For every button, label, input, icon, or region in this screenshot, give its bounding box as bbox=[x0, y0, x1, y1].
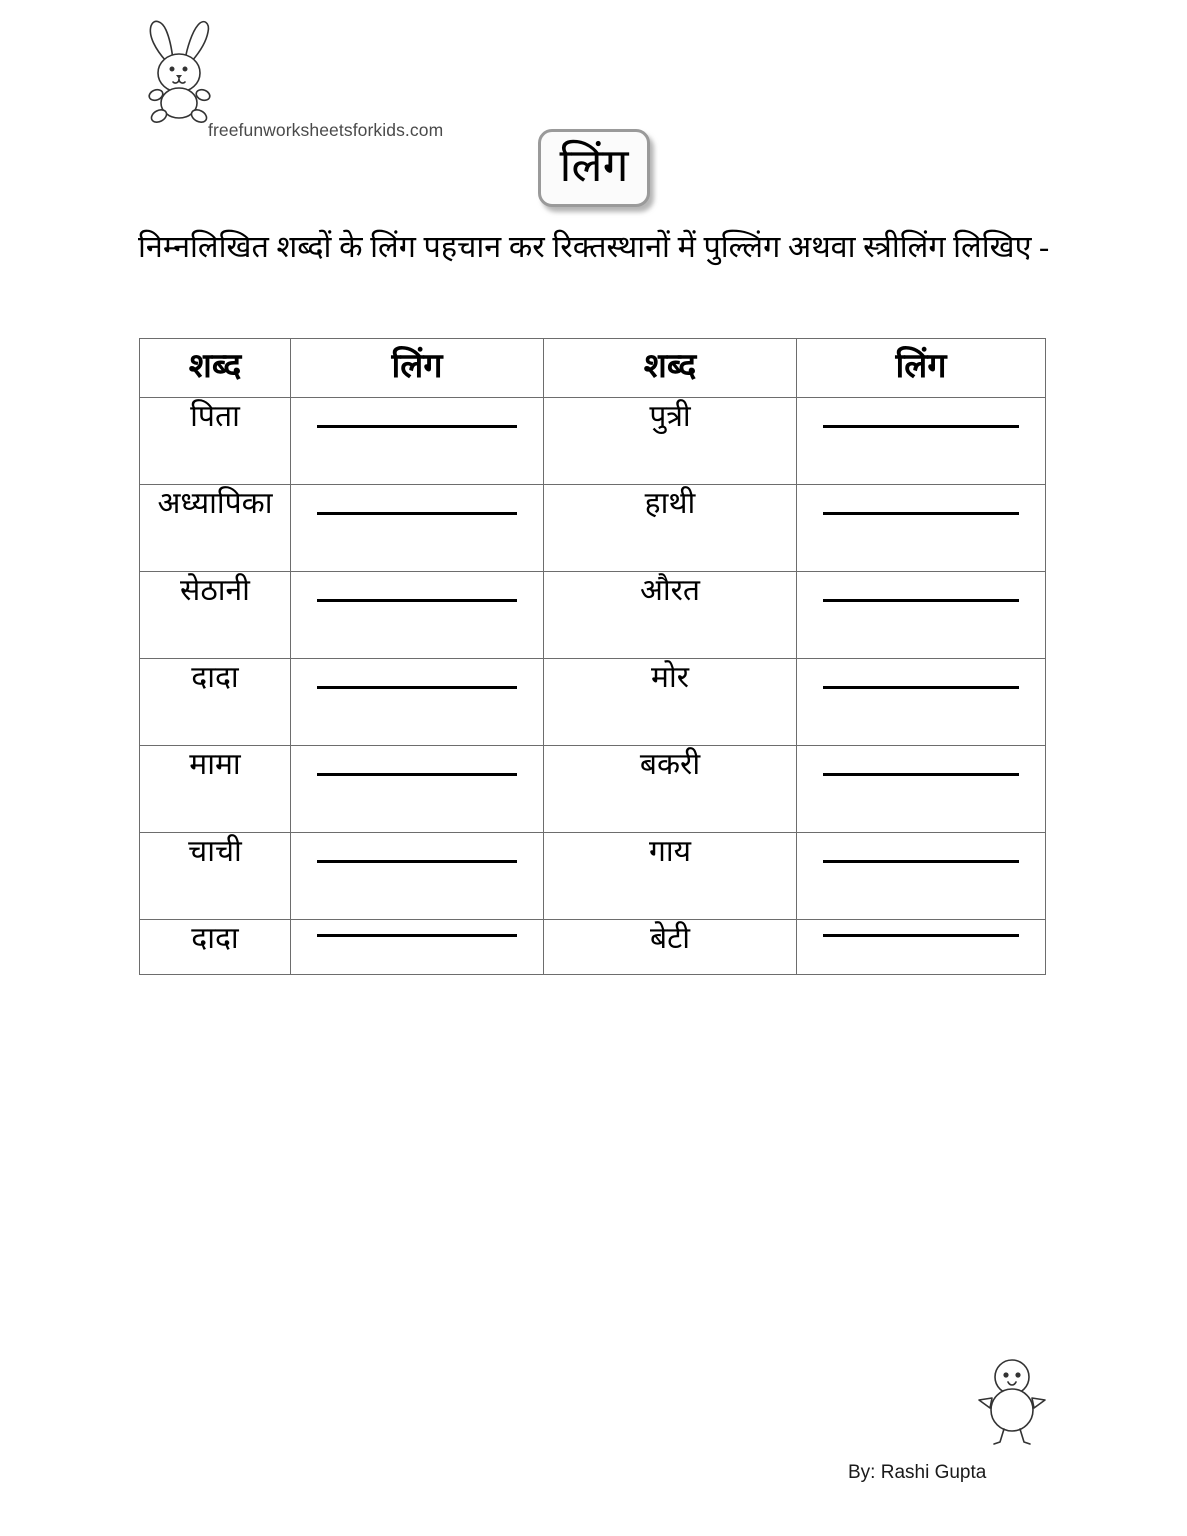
word-label: मोर bbox=[651, 661, 689, 694]
word-label: गाय bbox=[648, 835, 692, 868]
bunny-icon bbox=[138, 16, 224, 126]
answer-blank-cell[interactable] bbox=[797, 485, 1046, 572]
column-header-label: शब्द bbox=[643, 347, 697, 385]
word-cell bbox=[544, 920, 797, 975]
table-row bbox=[140, 659, 1046, 746]
column-header-label: शब्द bbox=[188, 347, 242, 385]
answer-blank-line[interactable] bbox=[823, 860, 1019, 863]
gender-worksheet-table bbox=[139, 338, 1046, 975]
word-label: चाची bbox=[188, 835, 242, 868]
word-label: अध्यापिका bbox=[157, 487, 273, 520]
word-cell bbox=[544, 746, 797, 833]
answer-blank-cell[interactable] bbox=[291, 572, 544, 659]
answer-blank-cell[interactable] bbox=[291, 920, 544, 975]
worksheet-title-badge bbox=[538, 129, 650, 207]
column-header-word-2 bbox=[544, 339, 797, 398]
author-credit: By: Rashi Gupta bbox=[848, 1462, 987, 1483]
answer-blank-line[interactable] bbox=[317, 599, 517, 602]
table-row bbox=[140, 833, 1046, 920]
instruction-text: निम्नलिखित शब्दों के लिंग पहचान कर रिक्तस्थानों में पुल्लिंग अथवा स्त्रीलिंग लिखिए - bbox=[138, 230, 1050, 264]
answer-blank-line[interactable] bbox=[823, 773, 1019, 776]
answer-blank-line[interactable] bbox=[317, 934, 517, 937]
chick-icon bbox=[976, 1353, 1048, 1451]
answer-blank-cell[interactable] bbox=[291, 659, 544, 746]
answer-blank-cell[interactable] bbox=[797, 398, 1046, 485]
table-row bbox=[140, 920, 1046, 975]
answer-blank-line[interactable] bbox=[317, 512, 517, 515]
answer-blank-cell[interactable] bbox=[797, 659, 1046, 746]
answer-blank-line[interactable] bbox=[823, 425, 1019, 428]
word-label: बेटी bbox=[649, 922, 691, 955]
answer-blank-line[interactable] bbox=[823, 512, 1019, 515]
answer-blank-line[interactable] bbox=[823, 599, 1019, 602]
word-label: बकरी bbox=[639, 748, 701, 781]
column-header-label: लिंग bbox=[895, 347, 947, 385]
table-row bbox=[140, 485, 1046, 572]
table-row bbox=[140, 572, 1046, 659]
answer-blank-cell[interactable] bbox=[291, 833, 544, 920]
word-cell bbox=[140, 572, 291, 659]
word-label: पिता bbox=[190, 400, 240, 433]
page-title: लिंग bbox=[559, 140, 629, 191]
word-label: मामा bbox=[189, 748, 241, 781]
word-cell bbox=[544, 659, 797, 746]
word-cell bbox=[544, 833, 797, 920]
answer-blank-line[interactable] bbox=[317, 425, 517, 428]
column-header-gender-2 bbox=[797, 339, 1046, 398]
answer-blank-line[interactable] bbox=[317, 773, 517, 776]
table-row bbox=[140, 746, 1046, 833]
word-label: दादा bbox=[191, 922, 239, 955]
word-cell bbox=[140, 833, 291, 920]
word-cell bbox=[544, 398, 797, 485]
answer-blank-cell[interactable] bbox=[797, 920, 1046, 975]
column-header-gender-1 bbox=[291, 339, 544, 398]
word-cell bbox=[140, 746, 291, 833]
word-label: औरत bbox=[639, 574, 701, 607]
answer-blank-line[interactable] bbox=[823, 934, 1019, 937]
table-row bbox=[140, 398, 1046, 485]
column-header-label: लिंग bbox=[391, 347, 443, 385]
answer-blank-cell[interactable] bbox=[797, 833, 1046, 920]
answer-blank-line[interactable] bbox=[317, 860, 517, 863]
word-cell bbox=[544, 485, 797, 572]
word-label: पुत्री bbox=[649, 400, 691, 433]
word-label: हाथी bbox=[644, 487, 696, 520]
answer-blank-line[interactable] bbox=[317, 686, 517, 689]
word-cell bbox=[140, 920, 291, 975]
answer-blank-cell[interactable] bbox=[291, 485, 544, 572]
answer-blank-cell[interactable] bbox=[797, 572, 1046, 659]
word-label: सेठानी bbox=[180, 574, 250, 607]
answer-blank-line[interactable] bbox=[823, 686, 1019, 689]
word-cell bbox=[140, 485, 291, 572]
column-header-word-1 bbox=[140, 339, 291, 398]
answer-blank-cell[interactable] bbox=[291, 398, 544, 485]
answer-blank-cell[interactable] bbox=[797, 746, 1046, 833]
brand-block bbox=[138, 16, 568, 140]
answer-blank-cell[interactable] bbox=[291, 746, 544, 833]
site-url-label: freefunworksheetsforkids.com bbox=[208, 120, 444, 140]
word-cell bbox=[544, 572, 797, 659]
word-cell bbox=[140, 398, 291, 485]
word-label: दादा bbox=[191, 661, 239, 694]
word-cell bbox=[140, 659, 291, 746]
table-header-row bbox=[140, 339, 1046, 398]
